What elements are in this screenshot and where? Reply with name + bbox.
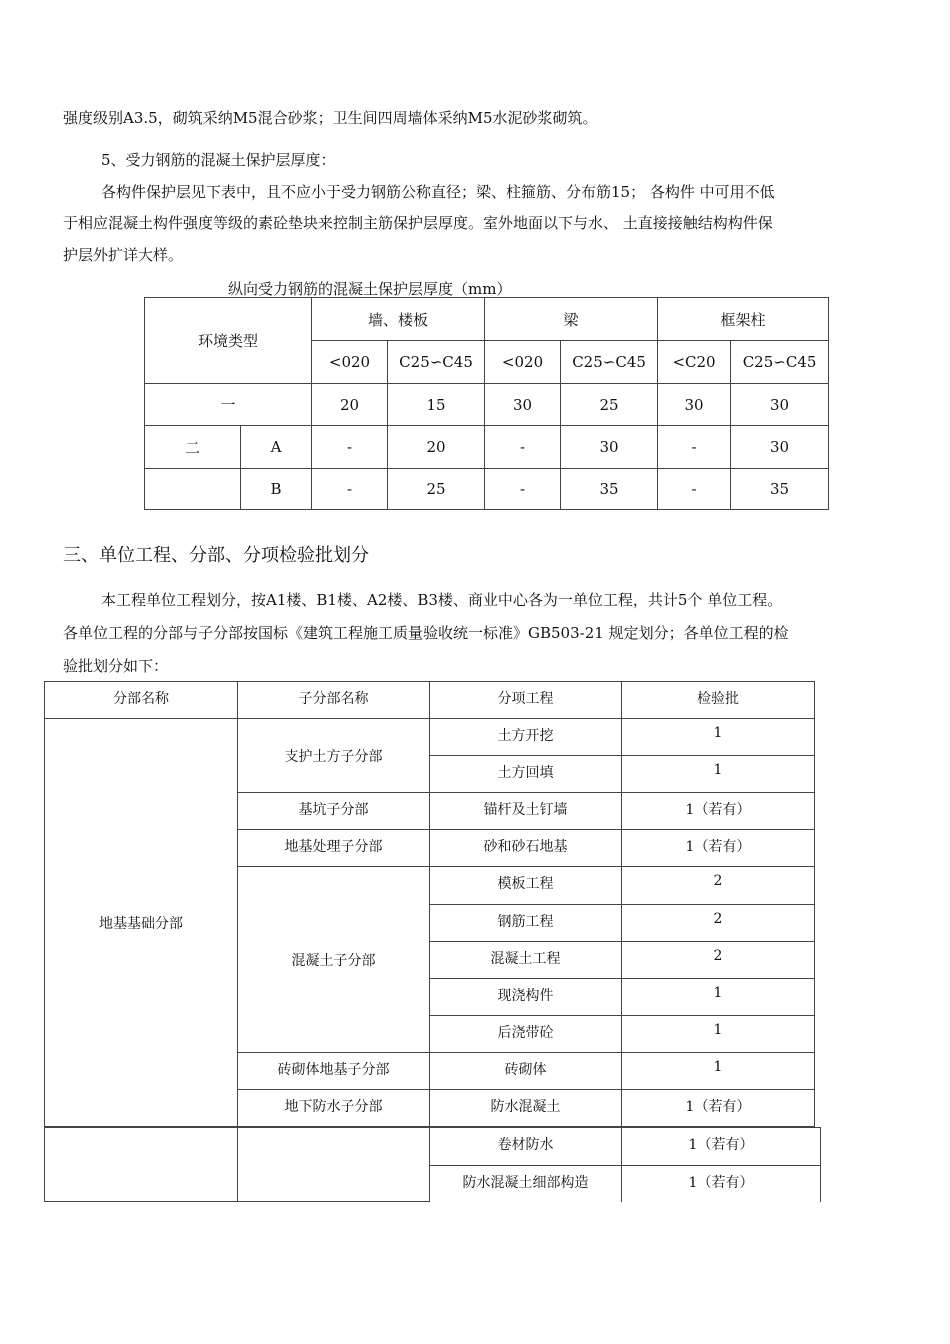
batch-cell: 1（若有） [622,793,815,830]
subdivision-cell: 混凝土子分部 [238,867,430,1053]
paragraph-units-3: 验批划分如下： [63,657,169,675]
item-cell: 模板工程 [430,867,622,905]
table-cell: 30 [731,384,829,426]
row-label [145,469,241,510]
table-cell: 35 [731,469,829,510]
batch-cell: 2 [622,942,815,979]
row-sublabel: B [241,469,312,510]
item-cell: 现浇构件 [430,979,622,1016]
batch-cell: 2 [622,905,815,942]
batch-cell: 1（若有） [622,1128,821,1166]
header-subdivision: 子分部名称 [238,682,430,719]
subheader: C25∽C45 [561,341,658,384]
paragraph-units-1: 本工程单位工程划分，按A1楼、B1楼、A2楼、B3楼、商业中心各为一单位工程，共计5个 单位工程。 [101,591,783,609]
division-cell: 地基基础分部 [45,719,238,1127]
batch-cell: 1（若有） [622,1090,815,1127]
table-cell: 20 [312,384,388,426]
row-sublabel: A [241,426,312,469]
table-cell: 15 [388,384,485,426]
subdivision-cell: 基坑子分部 [238,793,430,830]
env-type-header: 环境类型 [145,298,312,384]
subdivision-cell-empty [238,1128,430,1202]
subdivision-cell: 地基处理子分部 [238,830,430,867]
batch-cell: 1 [622,719,815,756]
item-cell: 砖砌体 [430,1053,622,1090]
subdivision-cell: 支护土方子分部 [238,719,430,793]
table-cell: 30 [658,384,731,426]
item-cell: 防水混凝土细部构造 [430,1166,622,1202]
paragraph-cover-3: 护层外扩详大样。 [63,246,184,264]
table-cell: - [485,426,561,469]
section-3-heading: 三、单位工程、分部、分项检验批划分 [63,545,369,566]
item-cell: 后浇带砼 [430,1016,622,1053]
row-label: 一 [145,384,312,426]
inspection-batch-table [44,681,815,1127]
group-frame-column: 框架柱 [658,298,829,341]
item-cell: 防水混凝土 [430,1090,622,1127]
inspection-batch-table-continued [44,1127,821,1202]
group-wall-slab: 墙、楼板 [312,298,485,341]
subheader: <020 [312,341,388,384]
table-cell: 30 [485,384,561,426]
item-cell: 锚杆及土钉墙 [430,793,622,830]
table-cell: 25 [561,384,658,426]
table1-caption: 纵向受力钢筋的混凝土保护层厚度（mm） [228,280,512,298]
subheader: <C20 [658,341,731,384]
table-cell: - [485,469,561,510]
batch-cell: 2 [622,867,815,905]
batch-cell: 1 [622,1053,815,1090]
row-label: 二 [145,426,241,469]
item-cell: 砂和砂石地基 [430,830,622,867]
division-cell-empty [45,1128,238,1202]
table-cell: - [312,469,388,510]
item-cell: 卷材防水 [430,1128,622,1166]
table-cell: 30 [731,426,829,469]
subdivision-cell: 地下防水子分部 [238,1090,430,1127]
table-cell: - [312,426,388,469]
subheader: C25∽C45 [388,341,485,384]
item-cell: 土方回填 [430,756,622,793]
subdivision-cell: 砖砌体地基子分部 [238,1053,430,1090]
paragraph-cover-2: 于相应混凝土构件强度等级的素砼垫块来控制主筋保护层厚度。室外地面以下与水、 土直接接触结构构件保 [63,214,773,232]
table-cell: - [658,469,731,510]
table-cell: 20 [388,426,485,469]
table-cell: 25 [388,469,485,510]
item-cell: 钢筋工程 [430,905,622,942]
batch-cell: 1（若有） [622,830,815,867]
cover-thickness-table [144,297,829,510]
table-cell: 35 [561,469,658,510]
header-item: 分项工程 [430,682,622,719]
item-cell: 土方开挖 [430,719,622,756]
subheader: C25∽C45 [731,341,829,384]
header-batch: 检验批 [622,682,815,719]
header-division: 分部名称 [45,682,238,719]
item-cell: 混凝土工程 [430,942,622,979]
paragraph-cover-1: 各构件保护层见下表中，且不应小于受力钢筋公称直径；梁、柱箍筋、分布筋15； 各构件 中可用不低 [101,183,775,201]
item-5-heading: 5、受力钢筋的混凝土保护层厚度： [101,151,336,169]
paragraph-units-2: 各单位工程的分部与子分部按国标《建筑工程施工质量验收统一标准》GB503-21 规定划分；各单位工程的检 [63,624,789,642]
table-cell: 30 [561,426,658,469]
table-cell: - [658,426,731,469]
group-beam: 梁 [485,298,658,341]
batch-cell: 1（若有） [622,1166,821,1202]
paragraph-mortar: 强度级别A3.5，砌筑采纳M5混合砂浆；卫生间四周墙体采纳M5水泥砂浆砌筑。 [63,109,598,127]
subheader: <020 [485,341,561,384]
batch-cell: 1 [622,1016,815,1053]
batch-cell: 1 [622,979,815,1016]
batch-cell: 1 [622,756,815,793]
